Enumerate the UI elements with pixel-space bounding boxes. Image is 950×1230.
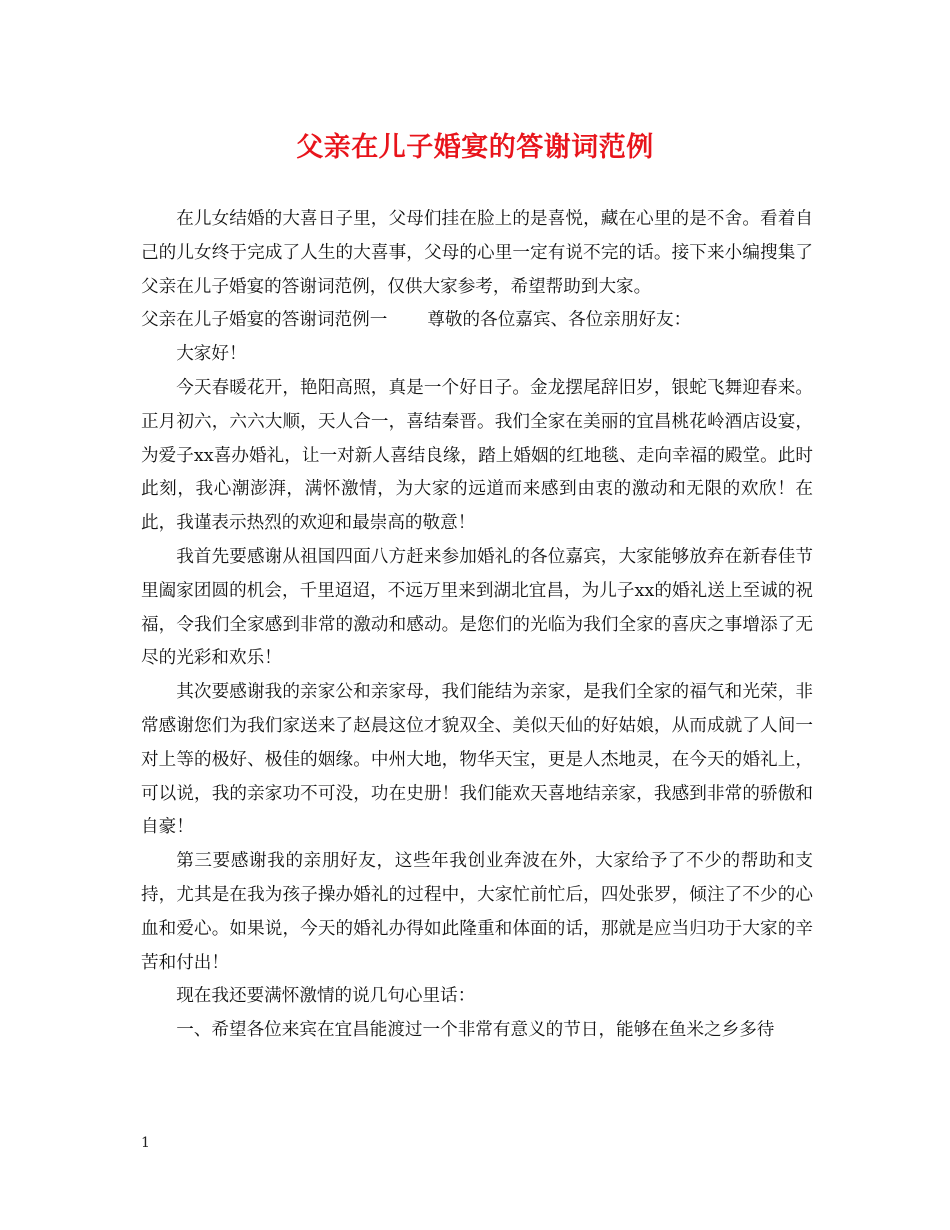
body-paragraph-greeting: 大家好！ [176,344,247,365]
page-number: 1 [141,1135,150,1151]
body-paragraph: 今天春暖花开，艳阳高照，真是一个好日子。金龙摆尾辞旧岁，银蛇飞舞迎春来。正月初六，六六大顺，天人合一，喜结秦晋。我们全家在美丽的宜昌桃花岭酒店设宴，为爱子xx喜办婚礼，让一对新人喜结良缘，踏上婚姻的红地毯、走向幸福的殿堂。此时此刻，我心潮澎湃，满怀激情，为大家的远道而来感到由衷的激动和无限的欢欣！在此，我谨表示热烈的欢迎和最崇高的敬意！ [141,377,813,534]
salutation: 尊敬的各位嘉宾、各位亲朋好友： [427,310,692,331]
section-heading: 父亲在儿子婚宴的答谢词范例一 [141,310,388,331]
document-title: 父亲在儿子婚宴的答谢词范例 [296,132,654,163]
body-paragraph: 其次要感谢我的亲家公和亲家母，我们能结为亲家，是我们全家的福气和光荣，非常感谢您们为我们家送来了赵晨这位才貌双全、美似天仙的好姑娘，从而成就了人间一对上等的极好、极佳的姻缘。中州大地，物华天宝，更是人杰地灵，在今天的婚礼上，可以说，我的亲家功不可没，功在史册！我们能欢天喜地结亲家，我感到非常的骄傲和自豪！ [141,682,813,838]
document-body [141,203,813,1048]
body-paragraph: 我首先要感谢从祖国四面八方赶来参加婚礼的各位嘉宾，大家能够放弃在新春佳节里阖家团圆的机会，千里迢迢，不远万里来到湖北宜昌，为儿子xx的婚礼送上至诚的祝福，令我们全家感到非常的激动和感动。是您们的光临为我们全家的喜庆之事增添了无尽的光彩和欢乐！ [141,546,813,669]
body-paragraph: 第三要感谢我的亲朋好友，这些年我创业奔波在外，大家给予了不少的帮助和支持，尤其是在我为孩子操办婚礼的过程中，大家忙前忙后，四处张罗，倾注了不少的心血和爱心。如果说，今天的婚礼办得如此隆重和体面的话，那就是应当归功于大家的辛苦和付出！ [141,851,813,973]
intro-paragraph: 在儿女结婚的大喜日子里，父母们挂在脸上的是喜悦，藏在心里的是不舍。看着自己的儿女终于完成了人生的大喜事，父母的心里一定有说不完的话。接下来小编搜集了父亲在儿子婚宴的答谢词范例，仅供大家参考，希望帮助到大家。 [141,209,813,297]
section-heading-line [141,304,813,338]
body-paragraph: 一、希望各位来宾在宜昌能渡过一个非常有意义的节日，能够在鱼米之乡多待 [176,1020,775,1041]
body-paragraph: 现在我还要满怀激情的说几句心里话： [176,986,476,1007]
